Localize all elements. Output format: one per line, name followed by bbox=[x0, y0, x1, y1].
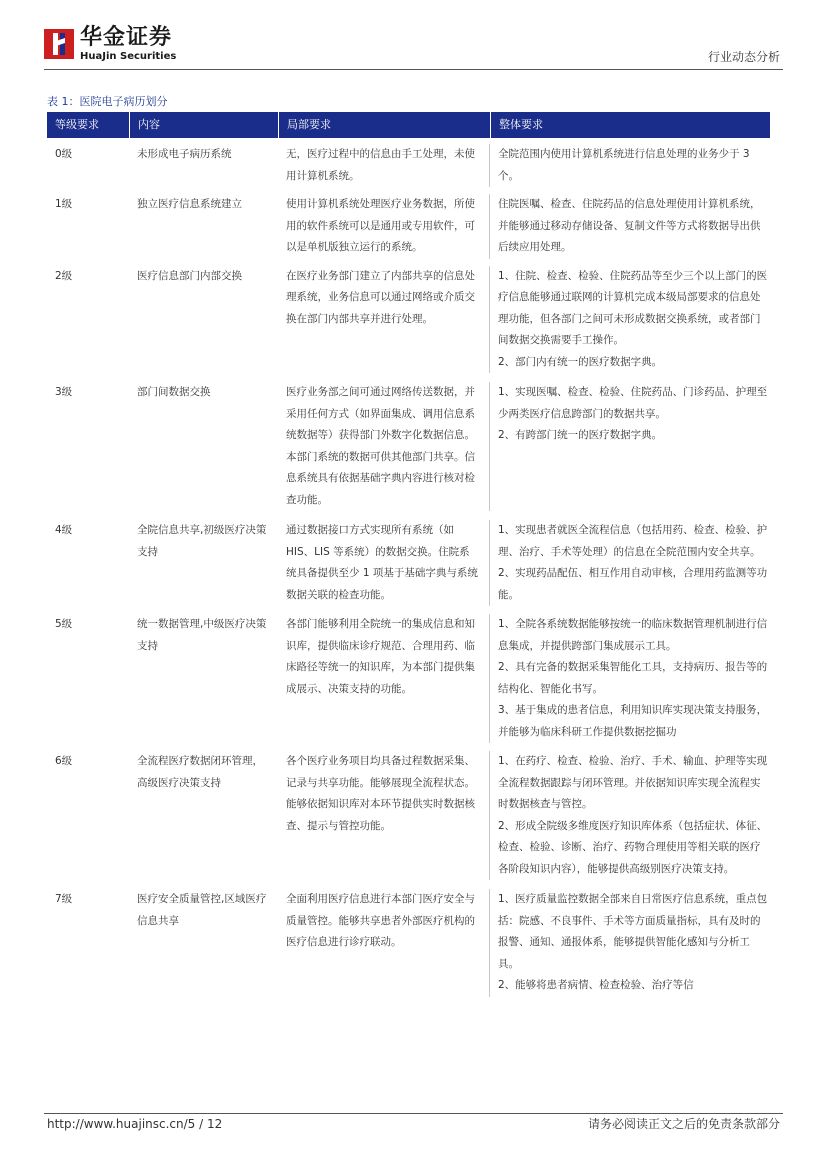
local-requirement-text: 医疗业务部之间可通过网络传送数据，并采用任何方式（如界面集成、调用信息系统数据等）获得部门外数字化数据信息。本部门系统的数据可供其他部门共享。信息系统具有依据基础字典内容进行核对检查功能。 bbox=[286, 386, 475, 506]
table-row bbox=[47, 606, 770, 743]
overall-requirement-text: 3、基于集成的患者信息，利用知识库实现决策支持服务，并能够为临床科研工作提供数据挖掘功 bbox=[498, 704, 768, 738]
local-requirement-cell bbox=[278, 144, 490, 187]
local-requirement-cell bbox=[278, 520, 490, 606]
footer-url[interactable]: http://www.huajinsc.cn/ bbox=[47, 1117, 188, 1131]
table-header-row bbox=[47, 112, 770, 138]
local-requirement-text: 各部门能够利用全院统一的集成信息和知识库，提供临床诊疗规范、合理用药、临床路径等统一的知识库，为本部门提供集成展示、决策支持的功能。 bbox=[286, 618, 475, 695]
table-row bbox=[47, 743, 770, 880]
local-requirement-cell bbox=[278, 751, 490, 880]
footer-divider bbox=[44, 1113, 783, 1114]
content-cell: 统一数据管理,中级医疗决策支持 bbox=[137, 618, 267, 652]
local-requirement-cell bbox=[278, 194, 490, 259]
footer-url-page[interactable] bbox=[47, 1117, 222, 1131]
level-cell: 3级 bbox=[55, 386, 73, 398]
local-requirement-cell bbox=[278, 266, 490, 374]
content-cell: 部门间数据交换 bbox=[137, 386, 211, 398]
logo-english-name: HuaJin Securities bbox=[80, 51, 177, 62]
column-header-overall: 整体要求 bbox=[490, 112, 770, 138]
table-row bbox=[47, 138, 770, 187]
local-requirement-cell bbox=[278, 889, 490, 997]
overall-requirement-cell bbox=[490, 614, 770, 743]
content-cell: 全院信息共享,初级医疗决策支持 bbox=[137, 524, 267, 558]
overall-requirement-text: 1、医疗质量监控数据全部来自日常医疗信息系统，重点包括：院感、不良事件、手术等方面质量指标，具有及时的报警、通知、通报体系，能够提供智能化感知与分析工具。 bbox=[498, 893, 768, 970]
overall-requirement-text: 1、实现患者就医全流程信息（包括用药、检查、检验、护理、治疗、手术等处理）的信息在全院范围内安全共享。 bbox=[498, 524, 768, 558]
overall-requirement-text: 2、能够将患者病情、检查检验、治疗等信 bbox=[498, 979, 694, 991]
header-divider bbox=[44, 69, 783, 70]
overall-requirement-text: 2、有跨部门统一的医疗数据字典。 bbox=[498, 429, 663, 441]
overall-requirement-text: 住院医嘱、检查、住院药品的信息处理使用计算机系统，并能够通过移动存储设备、复制文件等方式将数据导出供后续应用处理。 bbox=[498, 198, 761, 253]
local-requirement-text: 通过数据接口方式实现所有系统（如HIS、LIS 等系统）的数据交换。住院系统具备提供至少 1 项基于基础字典与系统数据关联的检查功能。 bbox=[286, 524, 478, 601]
table-row bbox=[47, 373, 770, 511]
table-row bbox=[47, 880, 770, 997]
overall-requirement-text: 全院范围内使用计算机系统进行信息处理的业务少于 3 个。 bbox=[498, 148, 750, 182]
emr-level-table bbox=[47, 112, 770, 997]
level-cell: 5级 bbox=[55, 618, 73, 630]
table-row bbox=[47, 511, 770, 606]
content-cell: 独立医疗信息系统建立 bbox=[137, 198, 242, 210]
content-cell: 医疗安全质量管控,区域医疗信息共享 bbox=[137, 893, 267, 927]
local-requirement-text: 各个医疗业务项目均具备过程数据采集、记录与共享功能。能够展现全流程状态。能够依据知识库对本环节提供实时数据核查、提示与管控功能。 bbox=[286, 755, 475, 832]
overall-requirement-text: 1、实现医嘱、检查、检验、住院药品、门诊药品、护理至少两类医疗信息跨部门的数据共享。 bbox=[498, 386, 768, 420]
footer-disclaimer: 请务必阅读正文之后的免责条款部分 bbox=[587, 1117, 780, 1131]
report-type-label: 行业动态分析 bbox=[707, 50, 780, 64]
overall-requirement-text: 1、全院各系统数据能够按统一的临床数据管理机制进行信息集成，并提供跨部门集成展示工具。 bbox=[498, 618, 768, 652]
local-requirement-cell bbox=[278, 614, 490, 743]
page-number: 5 / 12 bbox=[187, 1117, 223, 1131]
table-row bbox=[47, 259, 770, 374]
overall-requirement-cell bbox=[490, 382, 770, 511]
overall-requirement-cell bbox=[490, 266, 770, 374]
content-cell: 医疗信息部门内部交换 bbox=[137, 269, 242, 282]
local-requirement-cell bbox=[278, 382, 490, 511]
overall-requirement-cell bbox=[490, 194, 770, 259]
local-requirement-text: 使用计算机系统处理医疗业务数据，所使用的软件系统可以是通用或专用软件，可以是单机版独立运行的系统。 bbox=[286, 198, 475, 253]
level-cell: 0级 bbox=[55, 148, 73, 160]
level-cell: 2级 bbox=[55, 269, 73, 282]
huajin-logo-icon bbox=[44, 29, 74, 59]
overall-requirement-cell bbox=[490, 889, 770, 997]
local-requirement-text: 全面利用医疗信息进行本部门医疗安全与质量管控。能够共享患者外部医疗机构的医疗信息进行诊疗联动。 bbox=[286, 893, 475, 948]
overall-requirement-text: 2、具有完备的数据采集智能化工具，支持病历、报告等的结构化、智能化书写。 bbox=[498, 661, 768, 695]
column-header-level: 等级要求 bbox=[55, 118, 99, 131]
overall-requirement-text: 2、形成全院级多维度医疗知识库体系（包括症状、体征、检查、检验、诊断、治疗、药物合理使用等相关联的医疗各阶段知识内容），能够提供高级别医疗决策支持。 bbox=[498, 819, 768, 875]
level-cell: 4级 bbox=[55, 524, 73, 536]
local-requirement-text: 在医疗业务部门建立了内部共享的信息处理系统，业务信息可以通过网络或介质交换在部门内部共享并进行处理。 bbox=[286, 269, 475, 325]
level-cell: 1级 bbox=[55, 198, 73, 210]
content-cell: 全流程医疗数据闭环管理，高级医疗决策支持 bbox=[137, 755, 263, 789]
logo-chinese-name: 华金证券 bbox=[80, 25, 173, 50]
overall-requirement-cell bbox=[490, 751, 770, 880]
overall-requirement-cell bbox=[490, 144, 770, 187]
level-cell: 6级 bbox=[55, 755, 73, 767]
level-cell: 7级 bbox=[55, 893, 73, 905]
overall-requirement-text: 2、部门内有统一的医疗数据字典。 bbox=[498, 355, 663, 368]
table-body bbox=[47, 138, 770, 997]
overall-requirement-cell bbox=[490, 520, 770, 606]
column-header-content: 内容 bbox=[129, 112, 278, 138]
table-title: 表 1：医院电子病历划分 bbox=[47, 95, 168, 108]
local-requirement-text: 无，医疗过程中的信息由手工处理，未使用计算机系统。 bbox=[286, 148, 475, 182]
overall-requirement-text: 1、在药疗、检查、检验、治疗、手术、输血、护理等实现全流程数据跟踪与闭环管理。并依据知识库实现全流程实时数据核查与管控。 bbox=[498, 755, 768, 810]
column-header-local: 局部要求 bbox=[278, 112, 490, 138]
overall-requirement-text: 1、住院、检查、检验、住院药品等至少三个以上部门的医疗信息能够通过联网的计算机完成本级局部要求的信息处理功能，但各部门之间可未形成数据交换系统，或者部门间数据交换需要手工操作。 bbox=[498, 269, 768, 346]
company-logo bbox=[44, 24, 194, 64]
overall-requirement-text: 2、实现药品配伍、相互作用自动审核，合理用药监测等功能。 bbox=[498, 567, 768, 601]
table-row bbox=[47, 187, 770, 259]
content-cell: 未形成电子病历系统 bbox=[137, 148, 232, 160]
